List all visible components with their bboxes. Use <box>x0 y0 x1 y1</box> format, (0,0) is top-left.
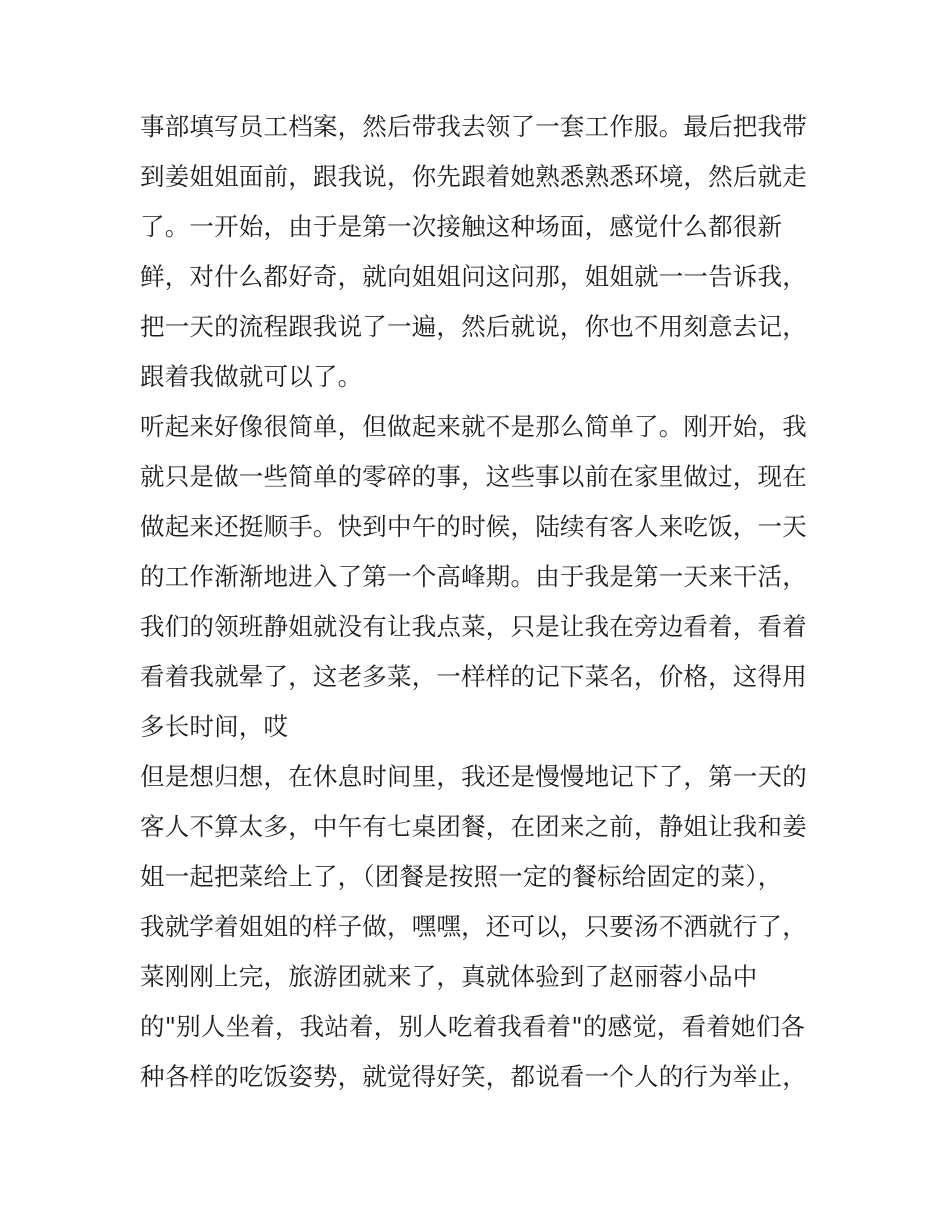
text-line: 就只是做一些简单的零碎的事，这些事以前在家里做过，现在 <box>140 462 807 491</box>
text-line: 到姜姐姐面前，跟我说，你先跟着她熟悉熟悉环境，然后就走 <box>140 162 807 191</box>
text-line: 我就学着姐姐的样子做，嘿嘿，还可以，只要汤不洒就行了， <box>140 912 807 941</box>
text-line: 了。一开始，由于是第一次接触这种场面，感觉什么都很新 <box>140 212 783 241</box>
text-line: 但是想归想，在休息时间里，我还是慢慢地记下了，第一天的 <box>140 762 807 791</box>
text-line: 客人不算太多，中午有七桌团餐，在团来之前，静姐让我和姜 <box>140 812 807 841</box>
text-line: 看着我就晕了，这老多菜，一样样的记下菜名，价格，这得用 <box>140 662 807 691</box>
text-line: 姐一起把菜给上了，（团餐是按照一定的餐标给固定的菜）， <box>140 862 783 891</box>
text-line: 我们的领班静姐就没有让我点菜，只是让我在旁边看着，看着 <box>140 612 807 641</box>
text-line: 把一天的流程跟我说了一遍，然后就说，你也不用刻意去记， <box>140 312 807 341</box>
text-line: 跟着我做就可以了。 <box>140 362 363 391</box>
text-line: 听起来好像很简单，但做起来就不是那么简单了。刚开始，我 <box>140 412 807 441</box>
text-line: 做起来还挺顺手。快到中午的时候，陆续有客人来吃饭，一天 <box>140 512 807 541</box>
body-text <box>140 102 820 1102</box>
text-line: 的"别人坐着，我站着，别人吃着我看着"的感觉，看着她们各 <box>140 1012 806 1041</box>
text-line: 的工作渐渐地进入了第一个高峰期。由于我是第一天来干活， <box>140 562 807 591</box>
text-line: 事部填写员工档案，然后带我去领了一套工作服。最后把我带 <box>140 112 807 141</box>
text-line: 鲜，对什么都好奇，就向姐姐问这问那，姐姐就一一告诉我， <box>140 262 807 291</box>
text-line: 多长时间，哎 <box>140 712 289 741</box>
text-line: 种各样的吃饭姿势，就觉得好笑，都说看一个人的行为举止， <box>140 1062 807 1091</box>
text-line: 菜刚刚上完，旅游团就来了，真就体验到了赵丽蓉小品中 <box>140 962 758 991</box>
